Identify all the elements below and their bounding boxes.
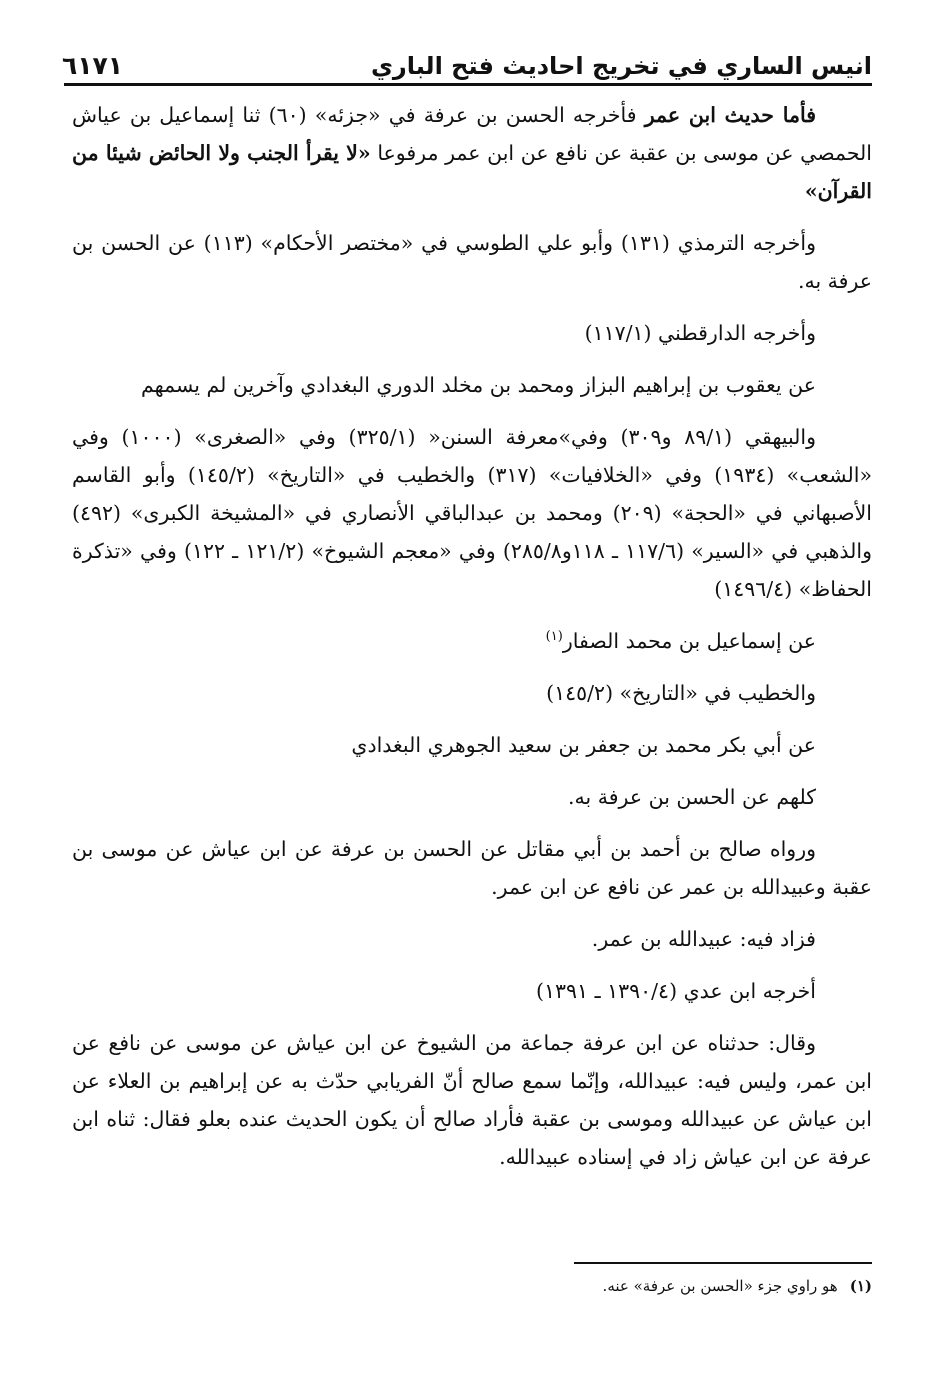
paragraph-9: كلهم عن الحسن بن عرفة به. <box>568 785 816 809</box>
paragraph-7: والخطيب في «التاريخ» (١٤٥/٢) <box>546 681 816 705</box>
footnote-text: هو راوي جزء «الحسن بن عرفة» عنه. <box>602 1277 838 1295</box>
paragraph-11: فزاد فيه: عبيدالله بن عمر. <box>591 927 816 951</box>
paragraph-4: عن يعقوب بن إبراهيم البزاز ومحمد بن مخلد الدوري البغدادي وآخرين لم يسمهم <box>141 373 816 397</box>
paragraph-10: ورواه صالح بن أحمد بن أبي مقاتل عن الحسن بن عرفة عن ابن عياش عن موسى بن عقبة وعبيدالله بن عمر عن نافع عن ابن عمر. <box>72 837 872 899</box>
paragraph-1 <box>72 96 872 210</box>
page-header <box>62 34 872 78</box>
paragraph-2: وأخرجه الترمذي (١٣١) وأبو علي الطوسي في «مختصر الأحكام» (١١٣) عن الحسن بن عرفة به. <box>72 231 872 293</box>
paragraph-1-text: فأخرجه الحسن بن عرفة في «جزئه» (٦٠) ثنا إسماعيل بن عياش الحمصي عن موسى بن عقبة عن نافع عن ابن عمر مرفوعا <box>72 103 872 165</box>
paragraph-1-quote: «لا يقرأ الجنب ولا الحائض شيئا من القرآن» <box>72 141 872 203</box>
paragraph-12: أخرجه ابن عدي (١٣٩٠/٤ ـ ١٣٩١) <box>536 979 816 1003</box>
footnote-reference[interactable]: (١) <box>545 629 563 645</box>
paragraph-3: وأخرجه الدارقطني (١١٧/١) <box>584 321 816 345</box>
paragraph-1-lead: فأما حديث ابن عمر <box>644 103 816 127</box>
body-text <box>72 96 872 1190</box>
paragraph-8: عن أبي بكر محمد بن جعفر بن سعيد الجوهري البغدادي <box>351 733 816 757</box>
paragraph-6-text: عن إسماعيل بن محمد الصفار <box>562 629 816 653</box>
paragraph-13: وقال: حدثناه عن ابن عرفة جماعة من الشيوخ عن ابن عياش عن موسى عن نافع عن ابن عمر، وليس فيه: عبيدالله، وإنّما سمع صالح أنّ الفريابي حدّث به عن إبراهيم بن العلاء عن ابن عياش عن عبيدالله وموسى بن عقبة فأراد صالح أن يكون الحديث عنده بعلو فقال: ثناه ابن عرفة عن ابن عياش زاد في إسناده عبيدالله. <box>72 1031 872 1169</box>
page-number: ٦١٧١ <box>62 51 124 80</box>
header-rule <box>64 83 872 86</box>
running-title: انيس الساري في تخريج احاديث فتح الباري <box>370 52 872 80</box>
footnote-rule <box>574 1262 872 1264</box>
paragraph-6 <box>72 622 872 660</box>
footnote-marker: (١) <box>849 1277 872 1295</box>
footnote <box>72 1274 872 1298</box>
paragraph-5: والبيهقي (٨٩/١ و٣٠٩) وفي»معرفة السنن« (٣٢٥/١) وفي «الصغرى» (١٠٠٠) وفي «الشعب» (١٩٣٤) وفي «الخلافيات» (٣١٧) والخطيب في «التاريخ» (١٤٥/٢) وأبو القاسم الأصبهاني في «الحجة» (٢٠٩) ومحمد بن عبدالباقي الأنصاري في «المشيخة الكبرى» (٤٩٢) والذهبي في «السير» (١١٧/٦ ـ ١١٨و٢٨٥/٨) وفي «معجم الشيوخ» (١٢١/٢ ـ ١٢٢) وفي «تذكرة الحفاظ» (١٤٩٦/٤) <box>72 425 872 601</box>
